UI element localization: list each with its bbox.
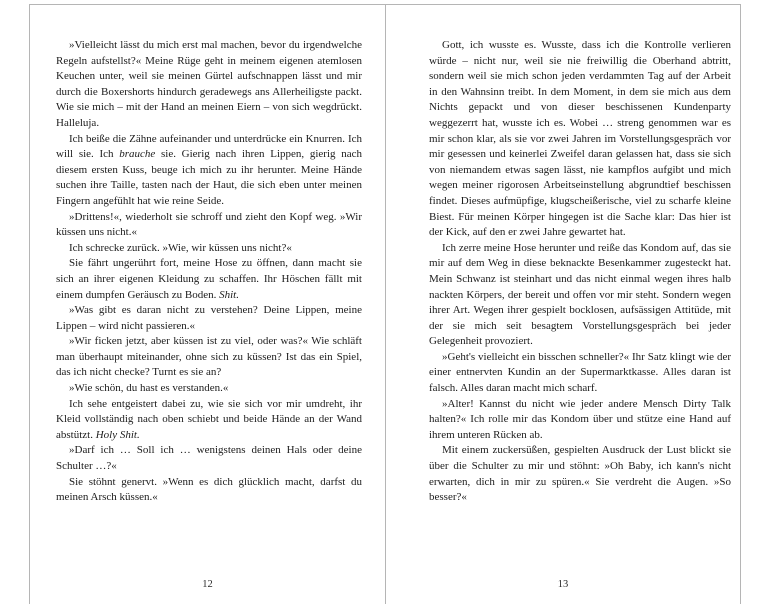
paragraph: Mit einem zuckersüßen, gespielten Ausdruck der Lust blickt sie über die Schulter zu mir und stöhnt: »Oh Baby, ich kann's nicht erwarten, dich in mir zu spüren.« Sie verdreht die Augen. »So besser?« <box>429 444 731 504</box>
book-spread <box>29 4 741 604</box>
paragraph: Sie stöhnt genervt. »Wenn es dich glücklich macht, darfst du meinen Arsch küssen.« <box>56 475 362 504</box>
paragraph: »Alter! Kannst du nicht wie jeder andere Mensch Dirty Talk halten?« Ich rolle mir das Kondom über und stütze eine Hand auf ihrem unteren Rücken ab. <box>429 397 731 441</box>
paragraph: »Vielleicht lässt du mich erst mal machen, bevor du irgendwelche Regeln aufstellst?« Meine Rüge geht in meinem eigenen atemlosen Keuchen unter, weil sie meinen Gürtel aufschnappen lässt und mir durch die Boxershorts hindurch geradewegs ans Allerheiligste packt. Wie sie mich – mit der Hand an meinen Eiern – von sich wegdrückt. Halleluja. <box>56 39 362 129</box>
paragraph: »Drittens!«, wiederholt sie schroff und zieht den Kopf weg. »Wir küssen uns nicht.« <box>56 210 362 239</box>
paragraph: »Wie schön, du hast es verstanden.« <box>69 382 229 395</box>
paragraph: »Was gibt es daran nicht zu verstehen? Deine Lippen, meine Lippen – wird nicht passieren.« <box>56 304 362 332</box>
paragraph: Ich schrecke zurück. »Wie, wir küssen uns nicht?« <box>69 241 292 254</box>
paragraph: Sie fährt ungerührt fort, meine Hose zu öffnen, dann macht sie sich an ihrer eigenen Kleidung zu schaffen. Ihr Höschen fällt mit einem dumpfen Geräusch zu Boden. Shit. <box>56 257 362 301</box>
book-page-right <box>386 5 740 604</box>
page-right-number: 13 <box>557 579 569 590</box>
paragraph: »Wir ficken jetzt, aber küssen ist zu viel, oder was?« Wie schläft man überhaupt miteinander, ohne sich zu küssen? Ist das ein Spiel, das ich nicht checke? Turnt es sie an? <box>56 335 362 379</box>
paragraph: »Geht's vielleicht ein bisschen schneller?« Ihr Satz klingt wie der einer entnervten Kundin an der Supermarktkasse. Alles daran ist falsch. Alles daran macht mich scharf. <box>429 350 731 395</box>
page-left-number: 12 <box>202 579 213 590</box>
book-page-left <box>30 5 386 604</box>
page-right-text <box>386 5 740 506</box>
page-left-text <box>30 5 385 506</box>
paragraph: Ich zerre meine Hose herunter und reiße das Kondom auf, das sie mir auf dem Weg in diese beknackte Besenkammer zugesteckt hat. Mein Schwanz ist steinhart und das nicht einmal wegen ihres halb nackten Körpers, der bereit und offen vor mir steht. Sondern wegen ihrer Art. Wegen ihrer gespielt bocklosen, aufsässigen Attitüde, mit der sie mich seit besagtem Vorstellungsgespräch bei jeder Gelegenheit provoziert. <box>429 241 731 348</box>
paragraph: Ich sehe entgeistert dabei zu, wie sie sich vor mir umdreht, ihr Kleid vollständig nach oben schiebt und beide Hände an der Wand abstützt. Holy Shit. <box>56 397 362 441</box>
paragraph: Ich beiße die Zähne aufeinander und unterdrücke ein Knurren. Ich will sie. Ich brauche sie. Gierig nach ihren Lippen, gierig nach diesem ersten Kuss, beuge ich mich zu ihr herunter. Meine Hände suchen ihre Taille, tasten nach der Haut, die sich eben unter meinen Fingern angefühlt hat wie reine Seide. <box>56 132 362 207</box>
paragraph: »Darf ich … Soll ich … wenigstens deinen Hals oder deine Schulter …?« <box>56 444 362 473</box>
paragraph: Gott, ich wusste es. Wusste, dass ich die Kontrolle verlieren würde – nicht nur, weil sie nie freiwillig die Oberhand abtritt, sondern weil sie mich schon jeden verdammten Tag auf der Arbeit in den Wahnsinn treibt. In dem Moment, in dem sie mich aus dem Nichts gepackt und von dieser beschissenen Kundenparty weggezerrt hat, wusste ich es. Wobei … streng genommen war es mir schon klar, als sie vor zwei Jahren im Vorstellungsgespräch vor mir gesessen und keinerlei Zweifel daran gelassen hat, dass sie sich von niemandem etwas sagen lässt, nie kampflos aufgibt und mich wegen meiner rigorosen Arbeitseinstellung abgrundtief beschissen findet. Dieses aufmüpfige, klugscheißerische, viel zu scharfe kleine Biest. Für meinen Körper hingegen ist die Sache klar: Das hier ist der Kick, auf den er zwei Jahre gewartet hat. <box>429 39 731 239</box>
